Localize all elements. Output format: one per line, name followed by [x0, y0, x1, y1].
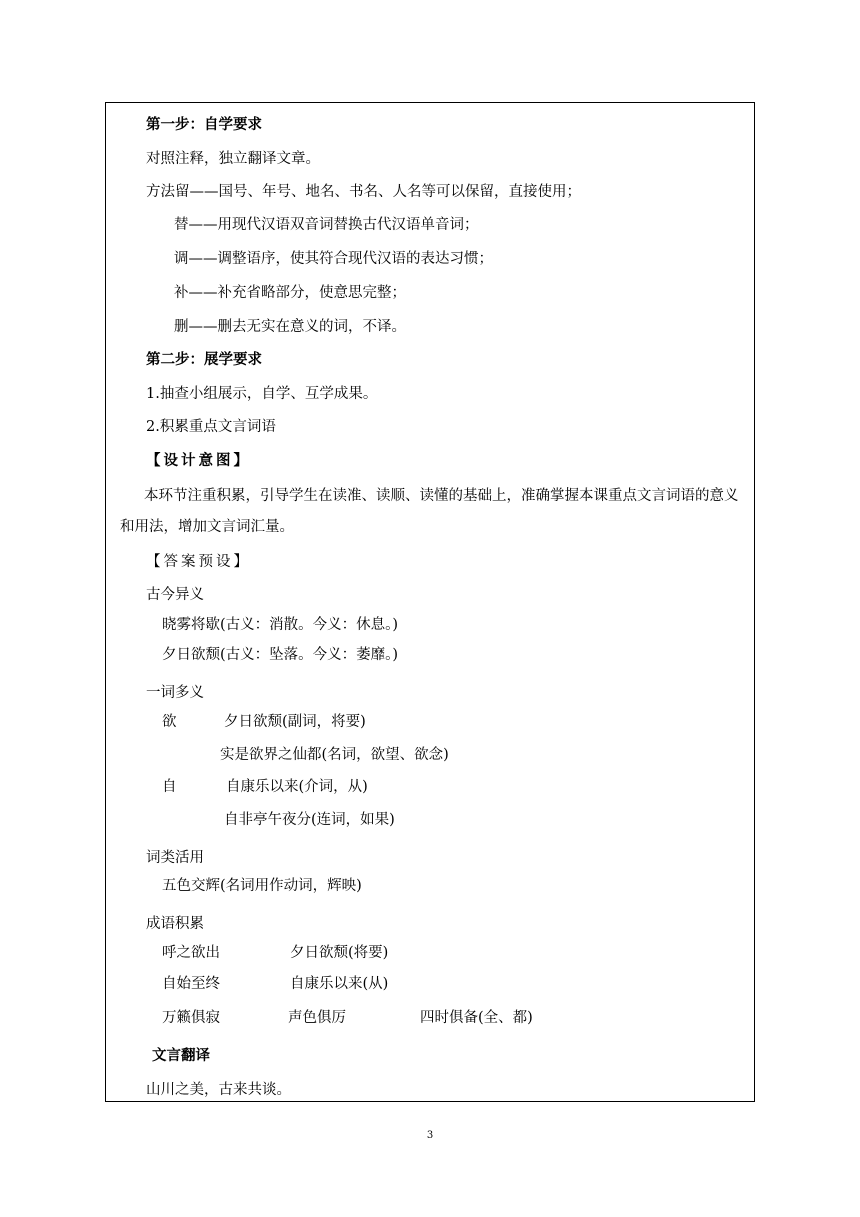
polysemy-word-yu: 欲 — [162, 714, 177, 730]
step2-item-2: 2.积累重点文言词语 — [146, 419, 276, 435]
idiom-1: 呼之欲出 — [162, 945, 220, 961]
ancient-modern-item-2: 夕日欲颓(古义：坠落。今义：萎靡。) — [162, 647, 399, 663]
design-intent-heading: 【设计意图】 — [146, 452, 251, 469]
polysemy-title: 一词多义 — [146, 685, 204, 701]
page-number: 3 — [426, 1130, 434, 1141]
step2-heading: 第二步：展学要求 — [146, 351, 262, 368]
method-delete: 删——删去无实在意义的词，不译。 — [174, 319, 406, 335]
translation-first-line: 山川之美，古来共谈。 — [146, 1082, 291, 1098]
idiom-3: 万籁俱寂 — [162, 1010, 220, 1026]
word-class-title: 词类活用 — [146, 850, 204, 866]
polysemy-yu-sense-1: 夕日欲颓(副词，将要) — [224, 714, 366, 730]
idiom-title: 成语积累 — [146, 916, 204, 932]
step1-instruction: 对照注释，独立翻译文章。 — [146, 151, 320, 167]
method-replace: 替——用现代汉语双音词替换古代汉语单音词； — [174, 217, 479, 233]
method-adjust: 调——调整语序，使其符合现代汉语的表达习惯； — [174, 251, 493, 267]
idiom-2-example: 自康乐以来(从) — [290, 976, 389, 992]
step2-item-1: 1.抽查小组展示，自学、互学成果。 — [146, 386, 378, 402]
method-supplement: 补——补充省略部分，使意思完整； — [174, 285, 406, 301]
polysemy-word-zi: 自 — [162, 779, 177, 795]
design-intent-text: 本环节注重积累，引导学生在读准、读顺、读懂的基础上，准确掌握本课重点文言词语的意义和用法，增加文言词汇量。 — [120, 488, 739, 535]
word-class-item: 五色交辉(名词用作动词，辉映) — [162, 878, 362, 894]
answer-preset-heading: 【答案预设】 — [146, 554, 251, 570]
polysemy-zi-sense-1: 自康乐以来(介词，从) — [226, 779, 368, 795]
idiom-1-example: 夕日欲颓(将要) — [290, 945, 389, 961]
idiom-2: 自始至终 — [162, 976, 220, 992]
ancient-modern-item-1: 晓雾将歇(古义：消散。今义：休息。) — [162, 617, 399, 633]
polysemy-zi-sense-2: 自非亭午夜分(连词，如果) — [224, 812, 395, 828]
method-retain: 方法留——国号、年号、地名、书名、人名等可以保留，直接使用； — [146, 184, 581, 200]
ancient-modern-title: 古今异义 — [146, 587, 204, 603]
step1-heading: 第一步：自学要求 — [146, 116, 262, 133]
idiom-4: 声色俱厉 — [288, 1010, 346, 1026]
polysemy-yu-sense-2: 实是欲界之仙都(名词，欲望、欲念) — [220, 747, 449, 763]
translation-heading: 文言翻译 — [152, 1047, 210, 1064]
idiom-4-example: 四时俱备(全、都) — [420, 1010, 533, 1026]
